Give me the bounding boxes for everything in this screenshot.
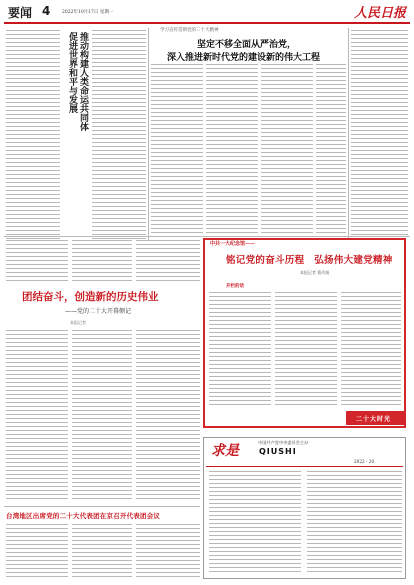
article-text-col — [261, 64, 313, 238]
feature-lead: 开栏的话 — [226, 284, 244, 289]
article-text-col — [136, 524, 200, 580]
article-text-col — [209, 292, 271, 406]
article-text-col — [6, 30, 60, 240]
article-byline: 本报记者 — [70, 320, 86, 325]
article-text-col — [206, 64, 258, 238]
qiushi-logo: 求是 — [211, 443, 239, 459]
article-headline: 坚定不移全面从严治党， — [197, 40, 297, 50]
article-text-col — [341, 292, 401, 408]
ad-issue: 2022・20 — [354, 459, 375, 464]
paper-logo: 人民日报 — [354, 6, 407, 21]
article-text-col — [92, 30, 146, 240]
section-divider — [4, 236, 410, 237]
article-text-col — [72, 240, 132, 282]
ad-contents-col — [209, 471, 301, 575]
ad-divider — [206, 466, 403, 467]
feature-badge-label: 二十大时光 — [356, 416, 392, 423]
article-text-col — [6, 330, 68, 502]
article-kicker: 学习宣传贯彻党的二十大精神 — [160, 28, 219, 33]
article-text-col — [6, 240, 68, 282]
ad-title: QIUSHI — [259, 447, 297, 456]
section-title: 要闻 — [8, 6, 33, 20]
article-text-col — [72, 330, 132, 502]
article-title: 推动构建人类命运共同体 — [78, 32, 88, 131]
masthead-rule — [4, 22, 410, 24]
article-text-col — [351, 30, 408, 236]
article-subhead: ——党的二十大开幕侧记 — [65, 308, 132, 315]
article-text-col — [72, 524, 132, 580]
feature-byline: 本报记者 曹玲娟 — [300, 270, 330, 275]
article-text-col — [136, 330, 200, 502]
article-headline: 台湾地区出席党的二十大代表团在京召开代表团会议 — [6, 512, 161, 520]
article-text-col — [151, 64, 203, 238]
article-text-col — [6, 524, 68, 580]
feature-headline: 铭记党的奋斗历程 弘扬伟大建党精神 — [226, 255, 393, 266]
page-number: 4 — [42, 4, 51, 18]
feature-kicker: 中共一大纪念馆—— — [210, 241, 256, 247]
article-text-col — [316, 64, 346, 238]
article-text-col — [136, 240, 200, 282]
ad-subtitle: 中国共产党中央委员会主办 — [258, 440, 309, 445]
article-headline: 团结奋斗，创造新的历史伟业 — [22, 291, 159, 303]
ad-contents-col — [307, 471, 402, 575]
article-text-col — [275, 292, 337, 406]
section-divider — [4, 506, 200, 507]
article-headline: 深入推进新时代党的建设新的伟大工程 — [167, 53, 321, 63]
column-divider — [348, 28, 349, 238]
article-title: 促进世界和平与发展 — [67, 32, 77, 113]
column-divider — [148, 28, 149, 240]
date-line: 2022年10月17日 星期一 — [62, 10, 114, 15]
